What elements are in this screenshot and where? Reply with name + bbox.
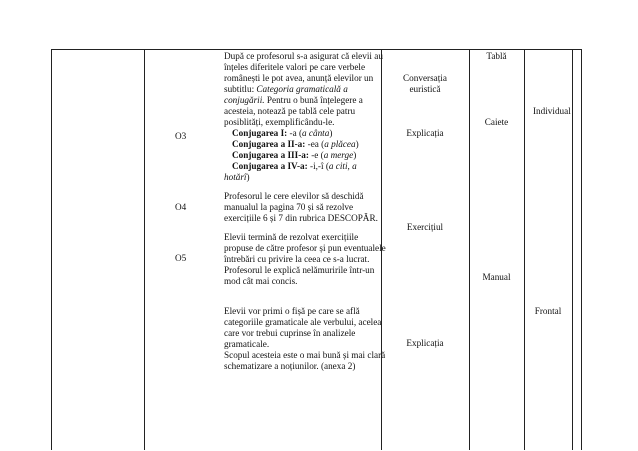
text-line: acesteia, notează pe tablă cele patru: [224, 106, 356, 116]
text-line: propuse de către profesor și pun eventualele: [224, 243, 386, 253]
text-line: Profesorul le cere elevilor să deschidă: [224, 191, 364, 201]
text-line: care vor trebui cuprinse în analizele: [224, 328, 356, 338]
text-fragment: subtitlu:: [224, 84, 255, 94]
text-line: întrebări cu privire la ceea ce s-a lucrat.: [224, 254, 370, 264]
lesson-table: [51, 49, 582, 450]
text-fragment: Pentru o bună înțelegere a: [266, 95, 363, 105]
text-line: După ce profesorul s-a asigurat că elevii au: [224, 51, 383, 61]
text-line: Scopul acesteia este o mai bună și mai clară: [224, 350, 386, 360]
column-divider: [572, 50, 573, 450]
conjugation-item: Conjugarea a II-a: -ea (a plăcea): [232, 139, 359, 149]
objective-o4: O4: [175, 202, 187, 212]
text-line: Elevii vor primi o fișă pe care se află: [224, 306, 360, 316]
subtitle-text: conjugării.: [224, 95, 265, 105]
conjugation-item: hotărî): [224, 172, 250, 182]
conjugation-item: Conjugarea a III-a: -e (a merge): [232, 150, 357, 160]
text-line: românești le pot avea, anunță elevilor un: [224, 73, 374, 83]
text-line: [224, 84, 348, 95]
conjugation-item: Conjugarea I: -a (a cânta): [232, 128, 333, 138]
text-line: exercițiile 6 și 7 din rubrica DESCOPĂR.: [224, 213, 378, 223]
organization-frontal: Frontal: [534, 306, 562, 316]
method-explicatia: Explicația: [406, 338, 444, 348]
method-explicatia: Explicația: [406, 128, 444, 138]
column-divider: [469, 50, 470, 450]
text-line: Elevii termină de rezolvat exercițiile: [224, 232, 359, 242]
resource-manual: Manual: [482, 272, 511, 282]
method-exercitiul: Exercițiul: [406, 222, 444, 232]
text-line: manualul la pagina 70 și să rezolve: [224, 202, 354, 212]
method-conversatia-sub: euristică: [409, 84, 441, 94]
resource-tabla: Tablă: [486, 51, 507, 61]
column-divider: [524, 50, 525, 450]
text-line: înțeles diferitele valori pe care verbele: [224, 62, 366, 72]
resource-caiete: Caiete: [484, 117, 509, 127]
text-line: schematizare a noțiunilor. (anexa 2): [224, 361, 356, 371]
subtitle-text: Categoria gramaticală a: [256, 84, 348, 94]
organization-individual: Individual: [533, 106, 571, 116]
text-line: Profesorul le explică nelămuririle într-un: [224, 265, 375, 275]
objective-o5: O5: [175, 253, 187, 263]
method-conversatia: Conversația: [403, 73, 447, 83]
text-line: mod cât mai concis.: [224, 276, 298, 286]
text-line: categoriile gramaticale ale verbului, acelea: [224, 317, 382, 327]
column-divider: [144, 50, 145, 450]
text-line: gramaticale.: [224, 339, 270, 349]
text-line: posiblități, exemplificându-le.: [224, 117, 335, 127]
text-line: [224, 95, 363, 106]
conjugation-item: Conjugarea a IV-a: -i,-î (a citi, a: [232, 161, 357, 171]
objective-o3: O3: [175, 131, 187, 141]
